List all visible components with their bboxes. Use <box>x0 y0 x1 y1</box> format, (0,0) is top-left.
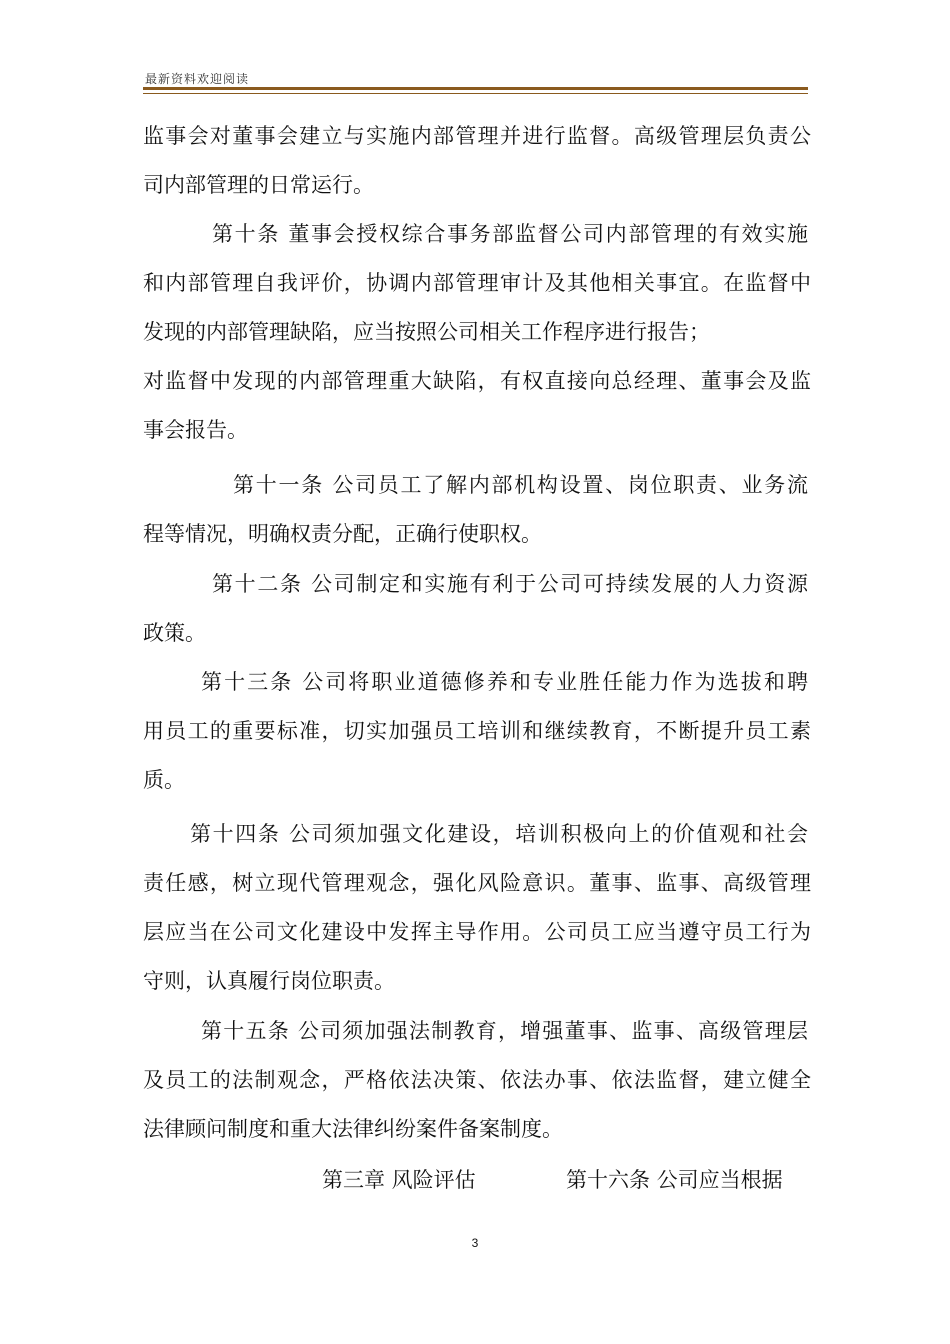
text-line: 守则，认真履行岗位职责。 <box>143 969 395 993</box>
header-text: 最新资料欢迎阅读 <box>145 72 250 86</box>
header-rule-thin <box>143 93 808 94</box>
article-heading-line: 第十条 董事会授权综合事务部监督公司内部管理的有效实施 <box>212 222 808 246</box>
page-number: 3 <box>471 1236 479 1250</box>
text-line: 司内部管理的日常运行。 <box>143 173 374 197</box>
text-line: 监事会对董事会建立与实施内部管理并进行监督。高级管理层负责公 <box>143 124 811 148</box>
text-line: 发现的内部管理缺陷，应当按照公司相关工作程序进行报告； <box>143 320 710 344</box>
text-line: 和内部管理自我评价，协调内部管理审计及其他相关事宜。在监督中 <box>143 271 811 295</box>
text-line: 事会报告。 <box>143 418 248 442</box>
chapter-heading: 第三章 风险评估 <box>322 1168 476 1192</box>
article-heading-line: 第十一条 公司员工了解内部机构设置、岗位职责、业务流 <box>233 473 808 497</box>
text-line: 政策。 <box>143 621 206 645</box>
text-line: 层应当在公司文化建设中发挥主导作用。公司员工应当遵守员工行为 <box>143 920 811 944</box>
text-line: 程等情况，明确权责分配，正确行使职权。 <box>143 522 542 546</box>
text-line: 用员工的重要标准，切实加强员工培训和继续教育，不断提升员工素 <box>143 719 811 743</box>
text-line: 及员工的法制观念，严格依法决策、依法办事、依法监督，建立健全 <box>143 1068 811 1092</box>
header-rule-thick <box>143 87 808 90</box>
article-heading-line: 第十六条 公司应当根据 <box>566 1168 783 1192</box>
article-heading-line: 第十二条 公司制定和实施有利于公司可持续发展的人力资源 <box>212 572 808 596</box>
text-line: 法律顾问制度和重大法律纠纷案件备案制度。 <box>143 1117 563 1141</box>
text-line: 责任感，树立现代管理观念，强化风险意识。董事、监事、高级管理 <box>143 871 811 895</box>
text-line: 质。 <box>143 768 185 792</box>
article-heading-line: 第十五条 公司须加强法制教育，增强董事、监事、高级管理层 <box>201 1019 808 1043</box>
article-heading-line: 第十四条 公司须加强文化建设，培训积极向上的价值观和社会 <box>190 822 808 846</box>
article-heading-line: 第十三条 公司将职业道德修养和专业胜任能力作为选拔和聘 <box>201 670 808 694</box>
text-line: 对监督中发现的内部管理重大缺陷，有权直接向总经理、董事会及监 <box>143 369 811 393</box>
